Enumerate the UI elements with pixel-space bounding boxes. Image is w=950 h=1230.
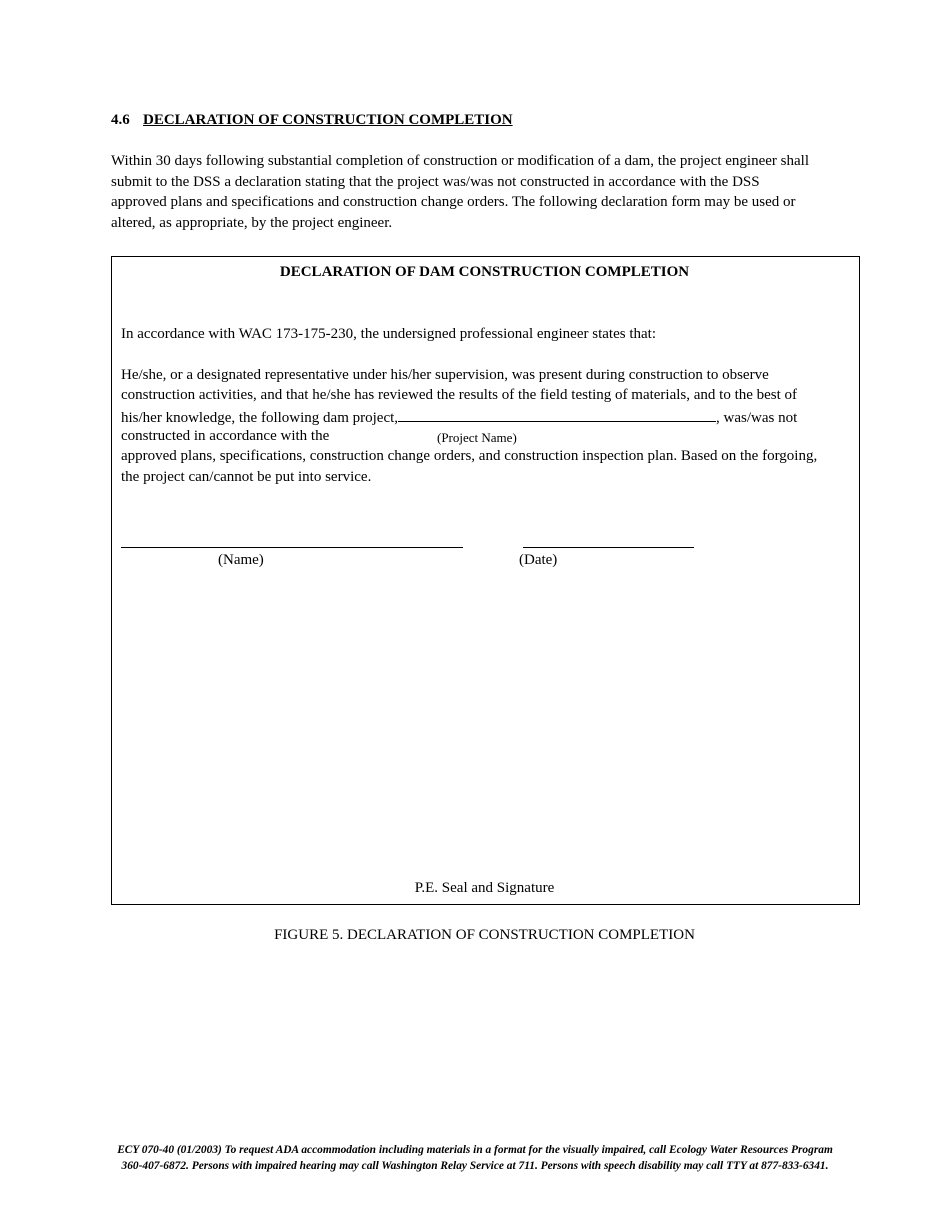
form-body-line: approved plans, specifications, construction change orders, and construction inspection plan. Based on the forgoing, — [121, 448, 818, 464]
intro-paragraph — [111, 151, 839, 234]
form-body-line: the project can/cannot be put into service. — [121, 469, 372, 485]
date-caption: (Date) — [519, 552, 558, 568]
form-body-text: , was/was not — [716, 410, 798, 426]
form-body-line: construction activities, and that he/she has reviewed the results of the field testing of materials, and to the best of — [121, 387, 798, 403]
name-caption: (Name) — [218, 552, 264, 568]
form-body-line: He/she, or a designated representative under his/her supervision, was present during construction to observe — [121, 367, 769, 383]
project-name-field[interactable] — [398, 408, 716, 422]
declaration-form-box — [111, 256, 860, 905]
project-name-caption: (Project Name) — [437, 430, 517, 445]
form-body-text: his/her knowledge, the following dam project, — [121, 410, 399, 426]
form-body-line: constructed in accordance with the — [121, 428, 330, 444]
form-body-line — [121, 408, 797, 427]
form-statement: In accordance with WAC 173-175-230, the undersigned professional engineer states that: — [121, 326, 656, 342]
footer-line: 360-407-6872. Persons with impaired hearing may call Washington Relay Service at 711. Persons with speech disability may call TTY at 877-833-6341. — [121, 1159, 829, 1172]
seal-signature-caption: P.E. Seal and Signature — [414, 880, 555, 896]
footer-line: ECY 070-40 (01/2003) To request ADA accommodation including materials in a format for the visually impaired, call Ecology Water Resources Program — [117, 1144, 833, 1156]
figure-caption: FIGURE 5. DECLARATION OF CONSTRUCTION COMPLETION — [274, 927, 695, 943]
section-heading — [111, 112, 513, 129]
name-signature-line[interactable] — [121, 547, 463, 548]
section-title: DECLARATION OF CONSTRUCTION COMPLETION — [143, 112, 513, 128]
footer-notice — [0, 1143, 950, 1174]
intro-line: altered, as appropriate, by the project engineer. — [111, 215, 393, 232]
intro-line: Within 30 days following substantial completion of construction or modification of a dam, the project engineer shall — [111, 153, 809, 169]
form-title: DECLARATION OF DAM CONSTRUCTION COMPLETION — [279, 264, 690, 280]
intro-line: submit to the DSS a declaration stating that the project was/was not constructed in accordance with the DSS — [111, 173, 760, 190]
intro-line: approved plans and specifications and construction change orders. The following declaration form may be used or — [111, 194, 796, 211]
date-signature-line[interactable] — [523, 547, 694, 548]
section-number: 4.6 — [111, 112, 130, 128]
